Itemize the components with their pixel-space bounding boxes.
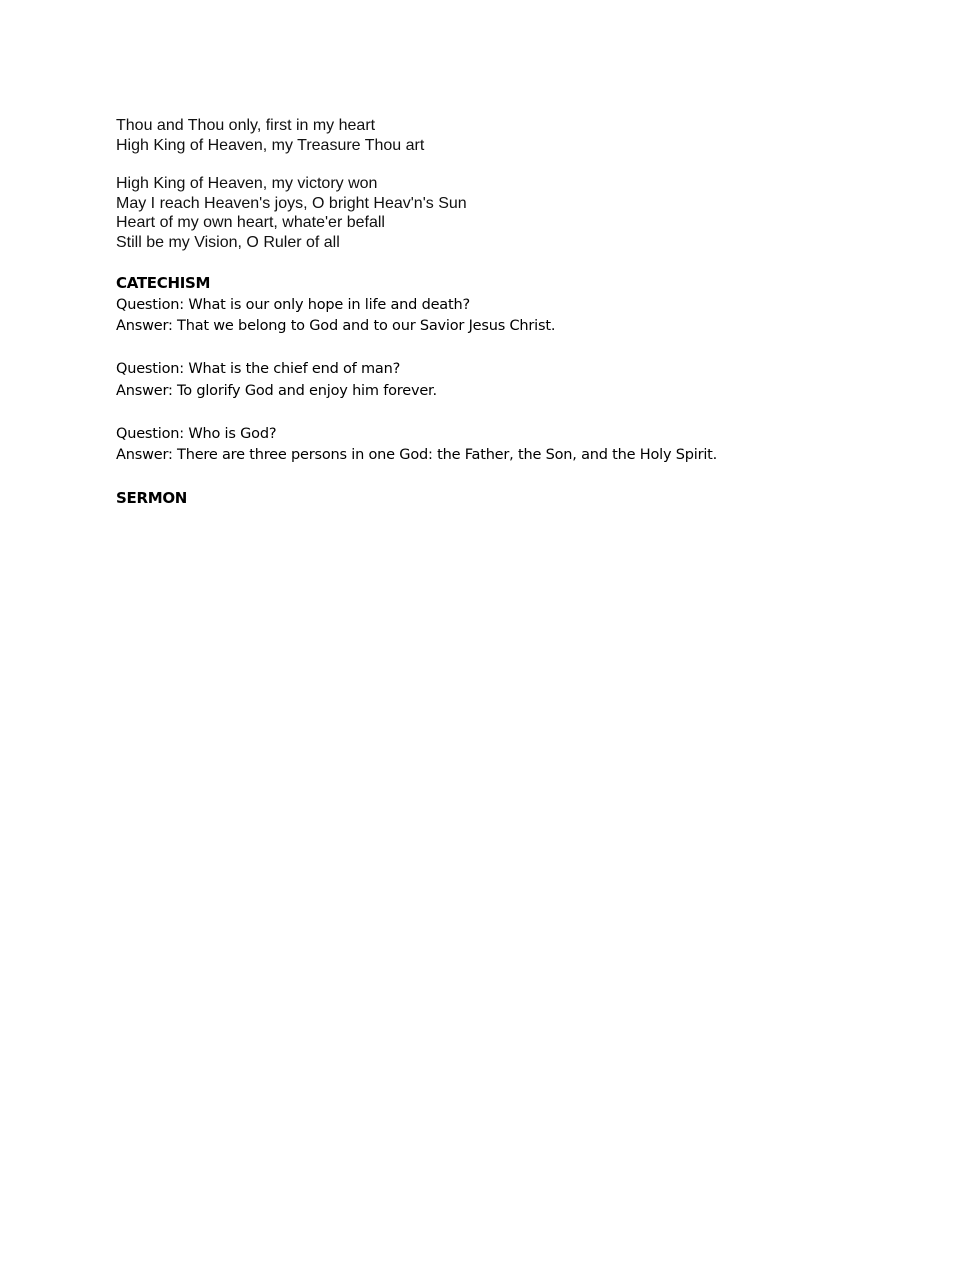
catechism-section (116, 273, 717, 467)
hymn-line: May I reach Heaven's joys, O bright Heav'n's Sun (116, 194, 467, 212)
hymn-line: High King of Heaven, my Treasure Thou art (116, 136, 425, 154)
catechism-question: Question: What is our only hope in life and death? (116, 296, 470, 313)
hymn-line: Thou and Thou only, first in my heart (116, 117, 376, 134)
catechism-answer: Answer: To glorify God and enjoy him forever. (116, 382, 437, 399)
hymn-line: Still be my Vision, O Ruler of all (116, 233, 340, 251)
hymn-stanza (116, 174, 467, 252)
sermon-section (116, 488, 187, 510)
catechism-question: Question: Who is God? (116, 425, 277, 442)
catechism-question: Question: What is the chief end of man? (116, 361, 401, 377)
hymn-line: Heart of my own heart, whate'er befall (116, 214, 385, 231)
catechism-answer: Answer: There are three persons in one God: the Father, the Son, and the Holy Spirit. (116, 447, 718, 463)
catechism-answer: Answer: That we belong to God and to our Savior Jesus Christ. (116, 318, 556, 334)
paragraph-spacer (116, 338, 717, 360)
hymn-stanza (116, 116, 424, 155)
hymn-line: High King of Heaven, my victory won (116, 175, 378, 192)
sermon-heading: SERMON (116, 489, 188, 507)
catechism-heading: CATECHISM (116, 274, 211, 292)
paragraph-spacer (116, 402, 717, 424)
